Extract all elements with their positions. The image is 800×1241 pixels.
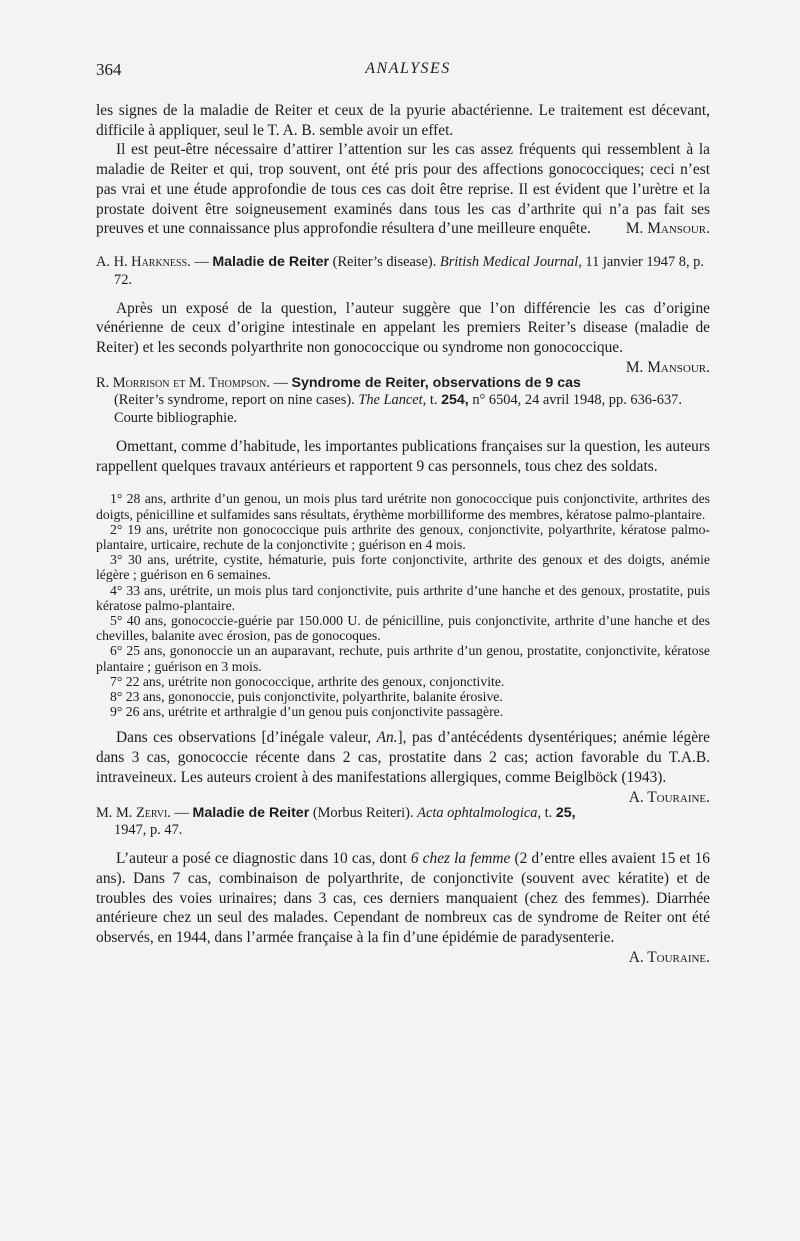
intro-paragraph-2-text: Il est peut-être nécessaire d’attirer l’attention sur les cas assez fréquents qui ressemblent à la maladie de Reiter et qui, trop souvent, ont été pris pour des affections gonococciques; ceci n’est pas vrai et une étude approfondie de tous ces cas doit être reprise. Il est évident que l’urètre et la prostate doivent être soigneusement examinés dans tous les cas d’arthrite qui n’a pas fait ses preuves et une connaissance plus approfondie résultera d’une meilleure enquête. xyxy=(96,141,710,238)
review-intro: Omettant, comme d’habitude, les importantes publications françaises sur la question, les auteurs rappellent quelques travaux antérieurs et rapportent 9 cas personnels, tous chez des soldats. xyxy=(96,438,710,475)
signature: A. Touraine. xyxy=(628,948,710,966)
review-author: M. M. Zervi. xyxy=(96,804,171,821)
intro-paragraph-1: les signes de la maladie de Reiter et ceux de la pyurie abactérienne. Le traitement est décevant, difficile à appliquer, seul le T. A. B. semble avoir un effet. xyxy=(96,102,710,139)
review-reference xyxy=(96,254,710,290)
conclusion-text: ], pas d’antécédents dysentériques; anémie légère dans 3 cas, gonococcie récente dans 2 cas, prostatite dans 2 cas; action favorable du T.A.B. intraveineux. Les auteurs croient à des manifestations allergiques, comme Beiglböck (1943). xyxy=(96,729,710,786)
observation-item: 6° 25 ans, gononoccie un an auparavant, rechute, puis arthrite d’un genou, prostatite, conjonctivite, kératose plantaire ; guérison en 3 mois. xyxy=(96,643,710,674)
article-body xyxy=(96,101,710,967)
review-title: Maladie de Reiter xyxy=(212,253,330,270)
em-dash: — xyxy=(273,374,288,391)
volume-number: 254, xyxy=(441,392,469,409)
publication-details: 1947, p. 47. xyxy=(114,822,183,839)
journal-name: British Medical Journal, xyxy=(439,253,582,270)
intro-paragraph-2 xyxy=(96,140,710,239)
original-title: (Reiter’s syndrome, report on nine cases). xyxy=(114,392,355,409)
review-body xyxy=(96,849,710,966)
review-author: R. Morrison et M. Thompson. xyxy=(96,374,270,391)
volume-prefix: t. xyxy=(429,392,438,409)
annotation-abbrev: An. xyxy=(376,729,398,747)
observation-item: 1° 28 ans, arthrite d’un genou, un mois plus tard urétrite non gonococcique puis conjonctivite, arthrites des doigts, pénicilline et sulfamides sans résultats, érythème morbilliforme des membres, kératose palmo-plantaire. xyxy=(96,491,710,522)
em-dash: — xyxy=(174,804,189,821)
observation-item: 5° 40 ans, gonococcie-guérie par 150.000 U. de pénicilline, puis conjonctivite, arthrite d’une hanche et des chevilles, balanite avec érosion, pas de gonocoques. xyxy=(96,613,710,644)
observation-item: 7° 22 ans, urétrite non gonococcique, arthrite des genoux, conjonctivite. xyxy=(110,673,505,689)
observation-list xyxy=(96,491,710,719)
emphasis: 6 chez la femme xyxy=(410,850,511,868)
observation-item: 9° 26 ans, urétrite et arthralgie d’un genou puis conjonctivite passagère. xyxy=(110,704,504,720)
publication-details: 11 janvier 1947 8, p. 72. xyxy=(114,253,704,288)
journal-name: Acta ophtalmologica, xyxy=(417,804,542,821)
page-header xyxy=(96,60,720,82)
observation-item: 4° 33 ans, urétrite, un mois plus tard conjonctivite, puis arthrite d’une hanche et des genoux, prostatite, puis kératose palmo-plantaire. xyxy=(96,582,710,613)
review-author: A. H. Harkness. xyxy=(96,253,191,270)
original-title: (Reiter’s disease). xyxy=(332,253,437,270)
review-body-text: L’auteur a posé ce diagnostic dans 10 cas, dont xyxy=(116,850,407,868)
observation-item: 2° 19 ans, urétrite non gonococcique puis arthrite des genoux, conjonctivite, polyarthrite, kératose palmo-plantaire, urticaire, rechute de la conjonctivite ; guérison en 4 mois. xyxy=(96,521,710,553)
publication-details: n° 6504, 24 avril 1948, pp. 636-637. Courte bibliographie. xyxy=(114,392,682,427)
review-reference xyxy=(96,805,710,841)
journal-name: The Lancet, xyxy=(358,392,427,409)
observation-item: 3° 30 ans, urétrite, cystite, hématurie, puis forte conjonctivite, arthrite des genoux et des doigts, anémie légère ; guérison en 6 semaines. xyxy=(96,552,710,583)
conclusion-text: Dans ces observations [d’inégale valeur, xyxy=(116,729,372,747)
review-body-text: Après un exposé de la question, l’auteur suggère que l’on différencie les cas d’origine vénérienne de ceux d’origine intestinale en appelant les premiers Reiter’s disease (maladie de Reiter) et les seconds polyarthrite non gonococcique ou syndrome non gonococcique. xyxy=(96,299,710,356)
running-title: ANALYSES xyxy=(365,60,451,77)
signature: M. Mansour. xyxy=(625,358,710,376)
em-dash: — xyxy=(194,253,209,270)
page-number: 364 xyxy=(96,60,122,79)
review-conclusion xyxy=(96,728,710,806)
original-title: (Morbus Reiteri). xyxy=(312,804,414,821)
signature: M. Mansour. xyxy=(625,220,710,238)
signature: A. Touraine. xyxy=(628,788,710,806)
review-title: Syndrome de Reiter, observations de 9 cas xyxy=(291,374,581,391)
review-reference xyxy=(96,375,710,428)
review-body-text: (2 d’entre elles avaient 15 et 16 ans). Dans 7 cas, combinaison de polyarthrite, de conjonctivite (souvent avec kératite) et de troubles des voies urinaires; dans 3 cas, ces derniers manquaient (chez des femmes). Diarrhée antérieure chez un seul des malades. Cependant de nombreux cas de syndrome de Reiter ont été observés, en 1944, dans l’armée française à la fin d’une épidémie de paradysenterie. xyxy=(96,850,710,946)
review-body xyxy=(96,299,710,376)
volume-prefix: t. xyxy=(544,804,553,821)
volume-number: 25, xyxy=(555,804,576,821)
review-title: Maladie de Reiter xyxy=(192,804,310,821)
observation-item: 8° 23 ans, gononoccie, puis conjonctivite, polyarthrite, balanite érosive. xyxy=(110,689,503,705)
